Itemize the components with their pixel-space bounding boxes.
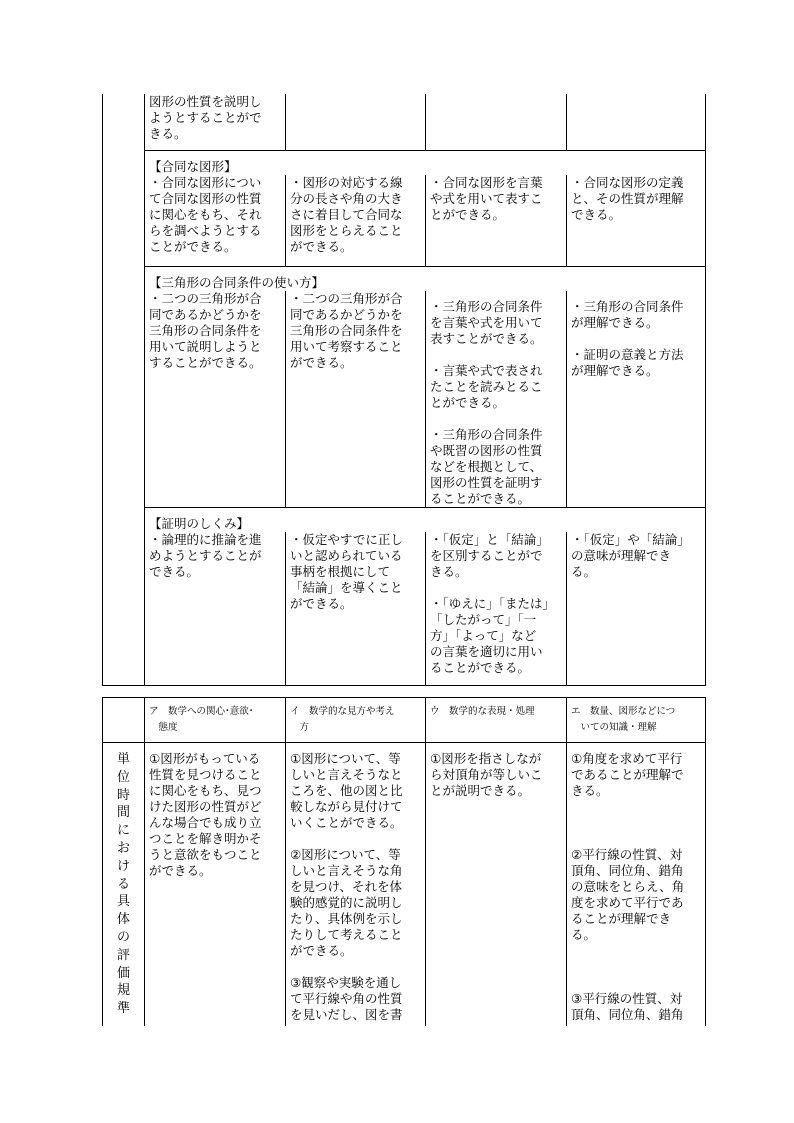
continuation-cell-c	[426, 94, 567, 150]
criteria-col-b: ①図形について、等 しいと言えそうなと ころを、他の図と比 較しながら見付けて いくことができる。 ②図形について、等 しいと言えそうな角 を見つけ、それを体 験的感覚的に説明し たり、具体例を示し たりして考えること ができる。 ③観察や実験を通し て平行線や角の性質 を見いだし、図を書	[286, 743, 426, 1026]
criteria-col-c: ①図形を指さしなが ら対頂角が等しいこ とが説明できる。	[426, 743, 567, 1026]
side-column-cell	[103, 94, 145, 150]
side-label-unit-criteria: 単 位 時 間 に お け る 具 体 の 評 価 規 準	[103, 743, 145, 1026]
continuation-cell-d	[567, 94, 706, 150]
header-corner	[103, 698, 145, 743]
criteria-col-d: ①角度を求めて平行 であることが理解で きる。 ②平行線の性質、対 頂角、同位角、錯角 の意味をとらえ、角 度を求めて平行であ ることが理解でき る。 ③平行線の性質、対 頂角、同位角、錯角	[567, 743, 706, 1026]
header-mathematical-thinking: イ 数学的な見方や考え 方	[286, 698, 426, 743]
section-title-proof-structure: 【証明のしくみ】	[145, 508, 706, 533]
congruent-col-c: ・合同な図形を言葉 や式を用いて表すこ とができる。	[426, 175, 567, 267]
proof-col-b: ・仮定やすでに正し いと認められている 事柄を根拠にして 「結論」を導くこと ができる。	[286, 532, 426, 685]
triangle-col-a: ・二つの三角形が合 同であるかどうかを 三角形の合同条件を 用いて説明しようと することができる。	[145, 291, 286, 508]
proof-col-c: ・「仮定」と「結論」 を区別することがで きる。 ・「ゆえに」「または」 「したがって」「一 方」「よって」など の言葉を適切に用い ることができる。	[426, 532, 567, 685]
header-knowledge-understanding: エ 数量、図形などにつ いての知識・理解	[567, 698, 706, 743]
triangle-col-b: ・二つの三角形が合 同であるかどうかを 三角形の合同条件を 用いて考察すること ができる。	[286, 291, 426, 508]
proof-col-a: ・論理的に推論を進 めようとすることが できる。	[145, 532, 286, 685]
section-title-congruent-figures: 【合同な図形】	[145, 150, 706, 175]
congruent-col-b: ・図形の対応する線 分の長さや角の大き さに着目して合同な 図形をとらえること ができる。	[286, 175, 426, 267]
triangle-col-c: ・三角形の合同条件 を言葉や式を用いて 表すことができる。 ・言葉や式で表され たことを読みとるこ とができる。 ・三角形の合同条件 や既習の図形の性質 などを根拠として、 図形の性質を証明す ることができる。	[426, 291, 567, 508]
proof-col-d: ・「仮定」や「結論」 の意味が理解でき る。	[567, 532, 706, 685]
header-expression-processing: ウ 数学的な表現・処理	[426, 698, 567, 743]
congruent-col-d: ・合同な図形の定義 と、その性質が理解 できる。	[567, 175, 706, 267]
continuation-cell-b	[286, 94, 426, 150]
congruent-col-a: ・合同な図形につい て合同な図形の性質 に関心をもち、それ らを調べようとする ことができる。	[145, 175, 286, 267]
header-interest-attitude: ア 数学への関心･意欲･ 態度	[145, 698, 286, 743]
criteria-col-a: ①図形がもっている 性質を見つけること に関心をもち、見つ けた図形の性質がど んな場合でも成り立 つことを解き明かそ うと意欲をもつこと ができる。	[145, 743, 286, 1026]
continuation-cell-a: 図形の性質を説明し ようとすることがで きる。	[145, 94, 286, 150]
evaluation-table-bottom	[102, 697, 706, 1026]
evaluation-table-top	[102, 94, 706, 686]
section-title-triangle-congruence: 【三角形の合同条件の使い方】	[145, 267, 706, 292]
triangle-col-d: ・三角形の合同条件 が理解できる。 ・証明の意義と方法 が理解できる。	[567, 291, 706, 508]
